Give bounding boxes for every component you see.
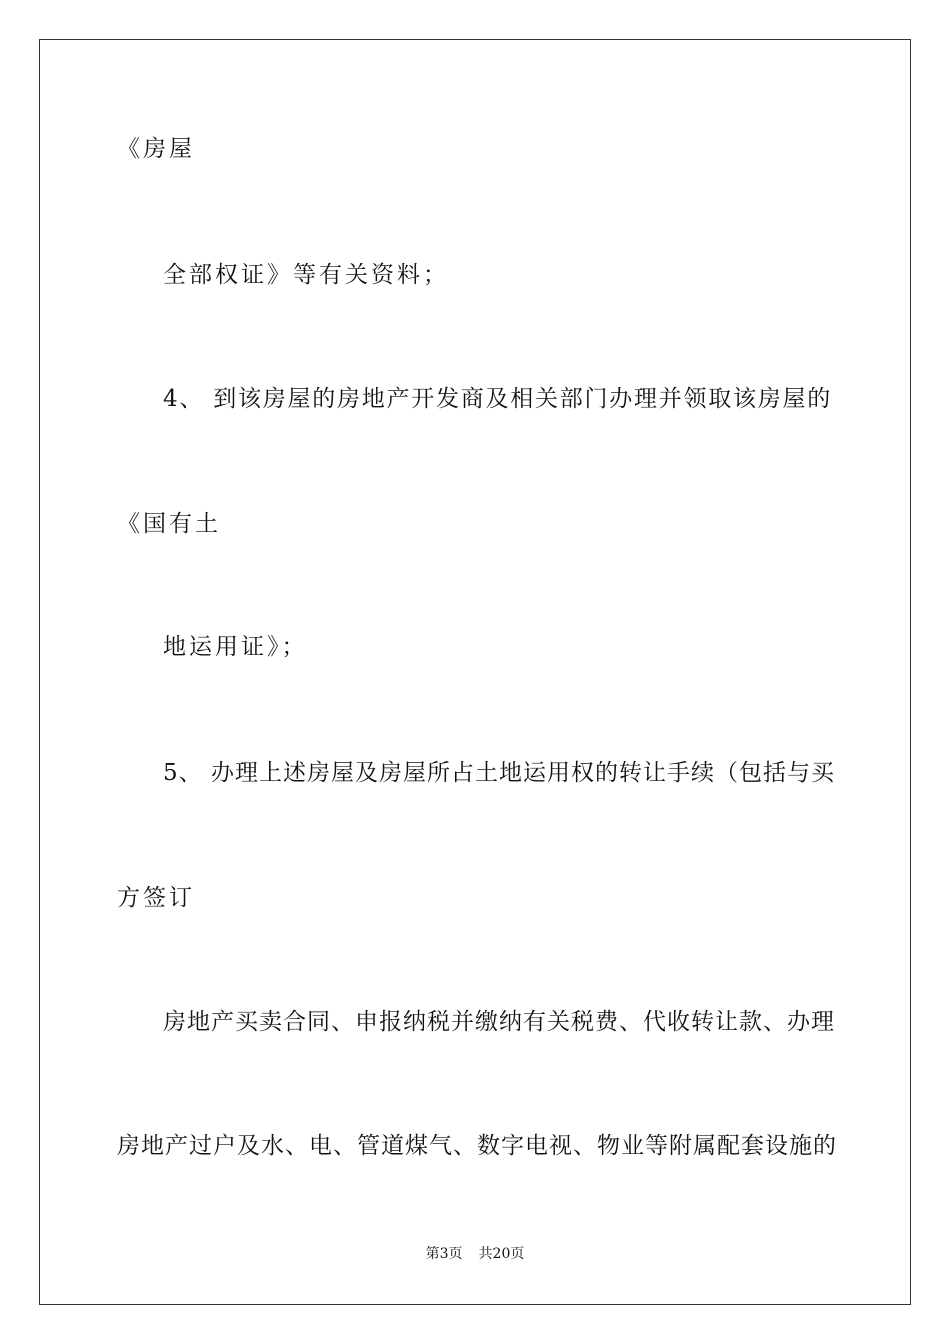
text-line-8: 房地产买卖合同、申报纳税并缴纳有关税费、代收转让款、办理	[163, 1009, 835, 1035]
text-line-4: 《国有土	[117, 511, 221, 537]
page-total: 共20页	[478, 1246, 525, 1262]
text-line-7: 方签订	[117, 885, 195, 911]
text-line-2: 全部权证》等有关资料；	[163, 262, 449, 288]
page-border	[39, 39, 911, 1305]
text-line-9: 房地产过户及水、电、管道煤气、数字电视、物业等附属配套设施的	[117, 1133, 837, 1159]
text-line-6: 5、 办理上述房屋及房屋所占土地运用权的转让手续（包括与买	[163, 760, 835, 786]
text-line-3: 4、 到该房屋的房地产开发商及相关部门办理并领取该房屋的	[163, 386, 832, 412]
text-line-5: 地运用证》；	[163, 634, 308, 660]
text-line-1: 《房屋	[117, 136, 195, 162]
page-footer	[0, 1244, 950, 1264]
page-number: 第3页	[425, 1246, 463, 1262]
